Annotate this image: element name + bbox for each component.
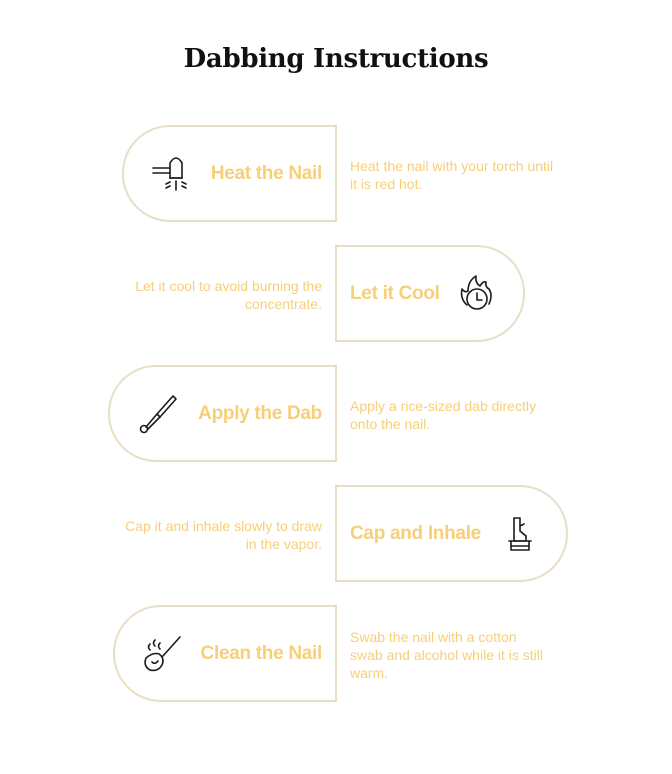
torch-icon	[150, 154, 192, 194]
carb-cap-icon	[505, 514, 535, 556]
step-label: Apply the Dab	[198, 403, 322, 424]
dab-tool-icon	[137, 393, 179, 435]
step-label: Heat the Nail	[210, 163, 322, 184]
step-description: Let it cool to avoid burning the concentrate.	[135, 278, 322, 312]
step-description: Cap it and inhale slowly to draw in the vapor.	[125, 518, 322, 552]
step-description: Swab the nail with a cotton swab and alcohol while it is still warm.	[350, 629, 543, 681]
step-label: Let it Cool	[350, 283, 440, 304]
step-description: Heat the nail with your torch until it is red hot.	[350, 158, 554, 192]
step-description: Apply a rice-sized dab directly onto the nail.	[350, 398, 536, 432]
step-label: Clean the Nail	[200, 643, 322, 664]
cooling-timer-icon	[458, 273, 496, 315]
cleaning-swab-icon	[140, 632, 184, 674]
step-label: Cap and Inhale	[350, 523, 481, 544]
diagram-title: Dabbing Instructions	[183, 44, 489, 74]
